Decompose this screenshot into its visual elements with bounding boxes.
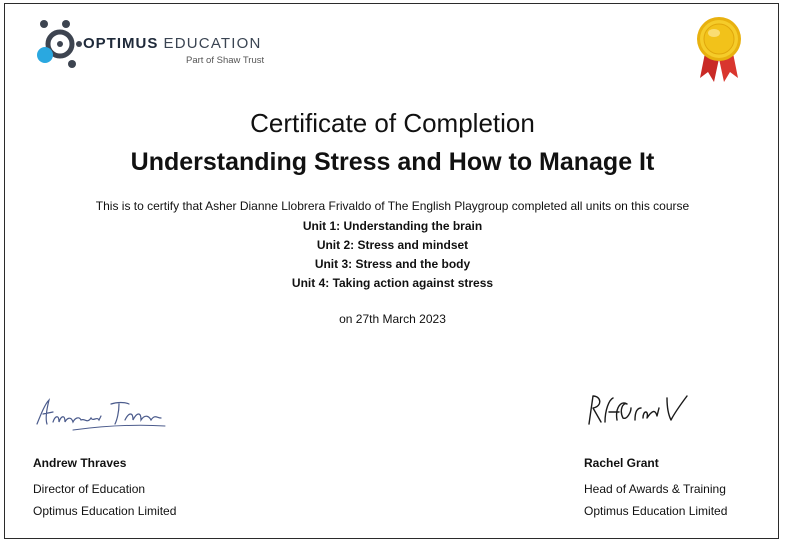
unit-item: Unit 4: Taking action against stress bbox=[291, 276, 494, 290]
signatory-role: Head of Awards & Training bbox=[584, 482, 726, 496]
logo-tagline: Part of Shaw Trust bbox=[186, 55, 265, 66]
signature-rachel-grant bbox=[583, 390, 693, 430]
signatory-org: Optimus Education Limited bbox=[584, 504, 728, 518]
unit-item: Unit 1: Understanding the brain bbox=[302, 219, 483, 233]
signatory-org: Optimus Education Limited bbox=[33, 504, 177, 518]
optimus-education-logo bbox=[36, 18, 276, 74]
signatory-role: Director of Education bbox=[33, 482, 146, 496]
signatory-name: Rachel Grant bbox=[584, 456, 659, 470]
logo-wordmark bbox=[83, 35, 262, 52]
course-title: Understanding Stress and How to Manage It bbox=[130, 148, 655, 176]
signatory-name: Andrew Thraves bbox=[33, 456, 127, 470]
certificate-title: Certificate of Completion bbox=[250, 108, 535, 138]
signature-andrew-thraves bbox=[33, 394, 173, 436]
certify-statement: This is to certify that Asher Dianne Llobrera Frivaldo of The English Playgroup completed all units on this course bbox=[95, 199, 690, 213]
gold-rosette-icon bbox=[692, 14, 746, 84]
logo-word-optimus: OPTIMUS bbox=[83, 35, 159, 52]
completion-date: on 27th March 2023 bbox=[339, 312, 446, 326]
unit-item: Unit 2: Stress and mindset bbox=[316, 238, 469, 252]
logo-word-education: EDUCATION bbox=[163, 35, 262, 52]
unit-item: Unit 3: Stress and the body bbox=[314, 257, 471, 271]
optimus-logo-icon bbox=[36, 18, 86, 70]
